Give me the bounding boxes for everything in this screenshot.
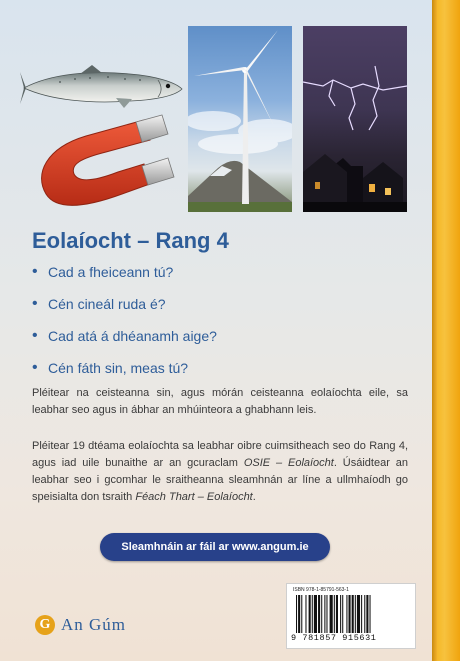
paragraph-text: . Úsáidtear an leabhar seo i gcomhar le sraitheanna sleamhnán ar líne a ullmhaíodh go speisialta don tsraith: [32, 457, 408, 503]
barcode-bar: [357, 595, 360, 633]
series-title: Féach Thart – Eolaíocht: [135, 491, 253, 503]
question-list: [32, 262, 217, 390]
barcode-bar: [355, 595, 356, 633]
salmon-image: [20, 62, 185, 114]
cover-title: Eolaíocht – Rang 4: [32, 228, 229, 253]
barcode-bar: [324, 595, 325, 633]
wind-turbine-image: [188, 26, 292, 212]
barcode-bar: [301, 595, 302, 633]
question-text: Cén fáth sin, meas tú?: [48, 360, 189, 376]
barcode-bar: [336, 595, 338, 633]
barcode-bars: [296, 595, 408, 633]
lightning-storm-image: [303, 26, 407, 212]
bullet-icon: •: [32, 295, 38, 312]
publisher-mark-icon: G: [35, 615, 55, 635]
paragraph-text: Pléitear 19 dtéama eolaíochta sa leabhar oibre cuimsitheach seo do Rang 4, agus iad uile bunaithe ar an gcuraclam: [32, 440, 408, 469]
barcode-bar: [321, 595, 322, 633]
barcode: [286, 583, 416, 649]
barcode-digits: 9 781857 915631: [291, 633, 377, 643]
barcode-bar: [330, 595, 333, 633]
list-item: [32, 262, 217, 294]
barcode-bar: [298, 595, 300, 633]
barcode-bar: [318, 595, 320, 633]
bullet-icon: •: [32, 263, 38, 280]
barcode-bar: [296, 595, 297, 633]
publisher-logo: [35, 615, 126, 635]
curriculum-title: OSIE – Eolaíocht: [243, 457, 334, 469]
barcode-bar: [364, 595, 365, 633]
barcode-bar: [312, 595, 313, 633]
magnet-image: [26, 112, 176, 212]
publisher-name: An Gúm: [61, 615, 127, 634]
barcode-bar: [352, 595, 354, 633]
barcode-bar: [309, 595, 311, 633]
question-text: Cén cineál ruda é?: [48, 296, 166, 312]
isbn-label: ISBN 978-1-85791-563-1: [293, 587, 349, 593]
list-item: [32, 294, 217, 326]
barcode-bar: [314, 595, 317, 633]
bullet-icon: •: [32, 359, 38, 376]
description-paragraph: Pléitear na ceisteanna sin, agus mórán ceisteanna eolaíochta eile, sa leabhar seo agus in ábhar an mhúinteora a ghabhann leis.: [32, 387, 408, 416]
barcode-bar: [340, 595, 341, 633]
list-item: [32, 326, 217, 358]
question-text: Cad a fheiceann tú?: [48, 264, 174, 280]
barcode-bar: [349, 595, 351, 633]
paragraph-text: .: [252, 491, 256, 503]
barcode-bar: [342, 595, 343, 633]
barcode-bar: [326, 595, 327, 633]
barcode-bar: [334, 595, 335, 633]
spine-strip: [432, 0, 460, 661]
description-paragraph-2: [32, 438, 408, 506]
barcode-bar: [305, 595, 306, 633]
bullet-icon: •: [32, 327, 38, 344]
slides-website-button[interactable]: Sleamhnáin ar fáil ar www.angum.ie: [100, 533, 330, 561]
barcode-bar: [346, 595, 347, 633]
barcode-bar: [361, 595, 362, 633]
question-text: Cad atá á dhéanamh aige?: [48, 328, 217, 344]
barcode-bar: [370, 595, 371, 633]
barcode-bar: [366, 595, 368, 633]
